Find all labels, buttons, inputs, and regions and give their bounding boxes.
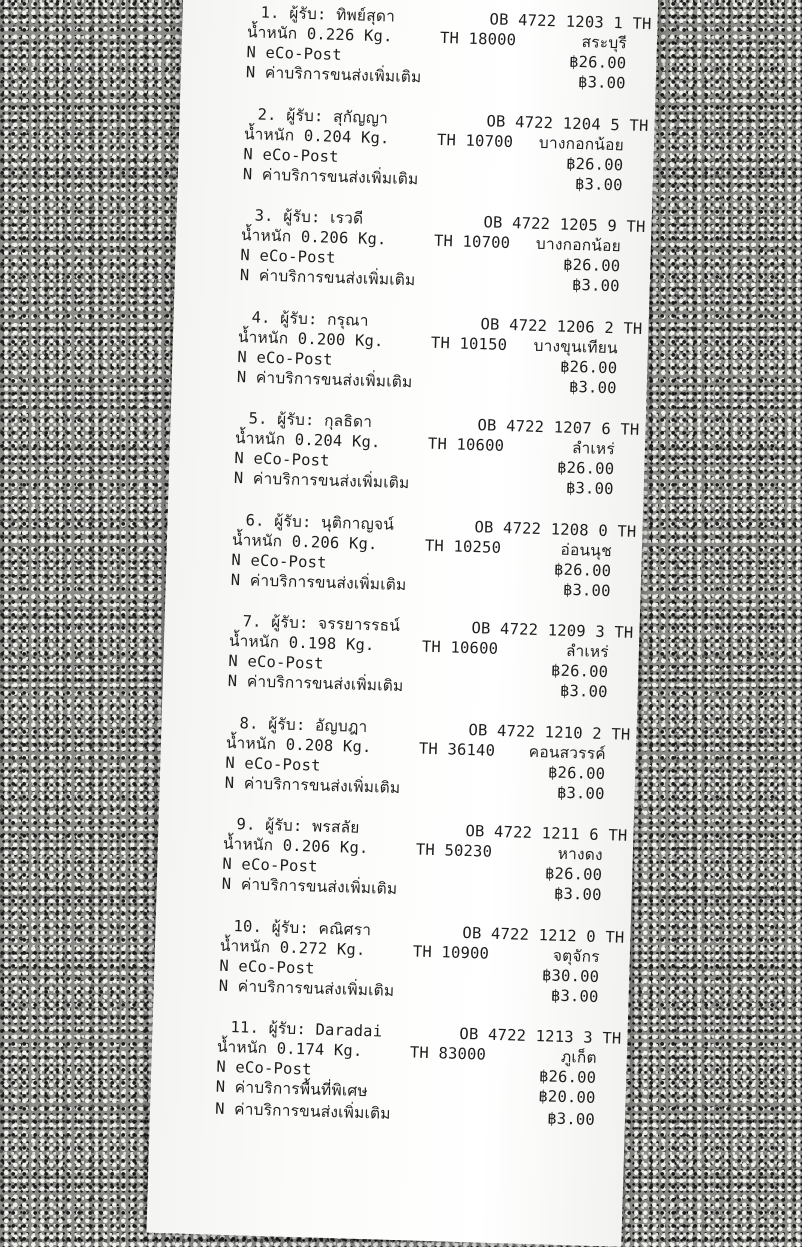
service-type: N eCo-Post xyxy=(246,43,343,64)
receipt-entry xyxy=(168,406,646,522)
tracking-number: OB 4722 1204 5 TH xyxy=(486,111,649,135)
recipient-name: 9. ผู้รับ: พรสลัย xyxy=(236,815,360,837)
service-price: ฿26.00 xyxy=(544,864,603,885)
extra-fee-amount: ฿3.00 xyxy=(559,681,608,702)
recipient-name: 4. ผู้รับ: กรุณา xyxy=(251,307,369,330)
service-type: N eCo-Post xyxy=(231,550,327,572)
service-type: N eCo-Post xyxy=(240,246,337,267)
extra-fee-amount: ฿3.00 xyxy=(568,377,617,397)
recipient-name: 3. ผู้รับ: เรวดี xyxy=(254,206,364,228)
extra-fee-amount: ฿3.00 xyxy=(574,174,623,194)
weight: น้ำหนัก 0.208 Kg. xyxy=(225,733,372,756)
weight: น้ำหนัก 0.204 Kg. xyxy=(234,428,381,452)
district: อ่อนนุช xyxy=(560,540,613,560)
postcode: TH 10700 xyxy=(433,231,511,253)
extra-fee-amount: ฿3.00 xyxy=(571,275,620,296)
extra-fee-amount: ฿3.00 xyxy=(556,783,605,803)
extra-fee-amount: ฿3.00 xyxy=(577,72,626,93)
recipient-name: 7. ผู้รับ: จรรยารรธน์ xyxy=(242,612,401,635)
extra-fee-amount: ฿3.00 xyxy=(562,580,611,600)
recipient-name: 6. ผู้รับ: นุติกาญจน์ xyxy=(245,510,395,534)
receipt-entry xyxy=(150,1015,628,1131)
service-price: ฿26.00 xyxy=(538,1067,597,1087)
service-price: ฿26.00 xyxy=(547,762,606,783)
extra-fee-amount: ฿3.00 xyxy=(553,884,602,905)
service-type: N eCo-Post xyxy=(225,753,321,775)
tracking-number: OB 4722 1206 2 TH xyxy=(480,314,643,338)
receipt-entry xyxy=(153,913,631,1029)
tracking-number: OB 4722 1207 6 TH xyxy=(477,416,640,439)
district: ลำเหร่ xyxy=(565,641,610,662)
recipient-name: 1. ผู้รับ: ทิพย์สุดา xyxy=(260,3,396,26)
recipient-name: 8. ผู้รับ: อัญบฎา xyxy=(239,713,368,736)
recipient-name: 10. ผู้รับ: คณิศรา xyxy=(233,916,372,939)
receipt-items xyxy=(150,0,658,1130)
special-area-fee-amount: ฿20.00 xyxy=(538,1087,596,1107)
special-area-fee-label: N ค่าบริการพื้นที่พิเศษ xyxy=(215,1077,369,1101)
receipt-entry xyxy=(180,0,658,116)
extra-fee-amount: ฿3.00 xyxy=(550,986,599,1006)
weight: น้ำหนัก 0.198 Kg. xyxy=(228,631,375,655)
receipt-entry xyxy=(159,710,637,826)
receipt-entry xyxy=(174,203,652,319)
recipient-name: 11. ผู้รับ: Daradai xyxy=(230,1018,383,1041)
extra-fee-amount: ฿3.00 xyxy=(565,478,614,499)
service-type: N eCo-Post xyxy=(243,144,340,166)
postcode: TH 18000 xyxy=(439,28,517,50)
tracking-number: OB 4722 1213 3 TH xyxy=(459,1024,622,1048)
service-price: ฿26.00 xyxy=(553,559,612,580)
weight: น้ำหนัก 0.206 Kg. xyxy=(222,834,369,858)
extra-fee-label: N ค่าบริการขนส่งเพิ่มเติม xyxy=(224,773,401,797)
extra-fee-amount: ฿3.00 xyxy=(547,1109,596,1129)
extra-fee-label: N ค่าบริการขนส่งเพิ่มเติม xyxy=(233,468,410,493)
receipt-entry xyxy=(177,102,655,218)
tracking-number: OB 4722 1211 6 TH xyxy=(465,821,628,845)
tracking-number: OB 4722 1212 0 TH xyxy=(462,923,625,947)
postcode: TH 10700 xyxy=(436,130,514,151)
postcode: TH 83000 xyxy=(409,1043,487,1064)
service-type: N eCo-Post xyxy=(219,956,315,978)
extra-fee-label: N ค่าบริการขนส่งเพิ่มเติม xyxy=(239,266,416,290)
weight: น้ำหนัก 0.206 Kg. xyxy=(231,530,378,553)
service-price: ฿26.00 xyxy=(565,154,624,174)
district: บางกอกน้อย xyxy=(535,234,622,256)
weight: น้ำหนัก 0.206 Kg. xyxy=(240,226,387,249)
extra-fee-label: N ค่าบริการขนส่งเพิ่มเติม xyxy=(230,570,407,594)
postcode: TH 10600 xyxy=(427,434,505,455)
postcode: TH 50230 xyxy=(415,840,493,861)
extra-fee-label: N ค่าบริการขนส่งเพิ่มเติม xyxy=(214,1099,391,1123)
extra-fee-label: N ค่าบริการขนส่งเพิ่มเติม xyxy=(236,367,413,391)
district: บางขุนเทียน xyxy=(533,336,619,357)
service-type: N eCo-Post xyxy=(228,651,324,673)
tracking-number: OB 4722 1203 1 TH xyxy=(489,10,652,34)
service-price: ฿26.00 xyxy=(562,255,621,276)
service-type: N eCo-Post xyxy=(237,347,334,369)
weight: น้ำหนัก 0.226 Kg. xyxy=(246,23,393,46)
service-price: ฿26.00 xyxy=(559,357,618,377)
receipt-entry xyxy=(165,507,643,623)
receipt-paper xyxy=(146,0,658,1247)
service-type: N eCo-Post xyxy=(234,448,330,470)
receipt-entry xyxy=(162,609,640,725)
weight: น้ำหนัก 0.174 Kg. xyxy=(216,1037,363,1061)
service-price: ฿26.00 xyxy=(550,661,609,682)
extra-fee-label: N ค่าบริการขนส่งเพิ่มเติม xyxy=(227,671,404,696)
service-price: ฿26.00 xyxy=(556,458,615,479)
extra-fee-label: N ค่าบริการขนส่งเพิ่มเติม xyxy=(242,164,419,188)
tracking-number: OB 4722 1205 9 TH xyxy=(483,213,646,237)
district: จตุจักร xyxy=(552,946,601,966)
district: คอนสวรรค์ xyxy=(528,742,607,763)
extra-fee-label: N ค่าบริการขนส่งเพิ่มเติม xyxy=(218,976,395,1000)
tracking-number: OB 4722 1209 3 TH xyxy=(471,619,634,642)
recipient-name: 5. ผู้รับ: กุลธิดา xyxy=(248,409,373,432)
district: บางกอกน้อย xyxy=(538,133,625,154)
receipt-entry xyxy=(171,305,649,421)
postcode: TH 36140 xyxy=(418,739,496,760)
postcode: TH 10600 xyxy=(421,637,499,658)
weight: น้ำหนัก 0.204 Kg. xyxy=(243,124,390,147)
postcode: TH 10900 xyxy=(412,941,490,963)
service-price: ฿30.00 xyxy=(541,965,600,986)
postcode: TH 10250 xyxy=(424,536,502,557)
tracking-number: OB 4722 1208 0 TH xyxy=(474,517,637,541)
postcode: TH 10150 xyxy=(430,333,508,354)
district: ลำเหร่ xyxy=(571,438,616,459)
service-type: N eCo-Post xyxy=(216,1057,312,1079)
recipient-name: 2. ผู้รับ: สุกัญญา xyxy=(257,104,389,127)
district: สระบุรี xyxy=(581,33,628,53)
district: ภูเก็ต xyxy=(560,1047,598,1067)
receipt-entry xyxy=(156,812,634,928)
service-type: N eCo-Post xyxy=(222,854,318,876)
tracking-number: OB 4722 1210 2 TH xyxy=(468,720,631,744)
extra-fee-label: N ค่าบริการขนส่งเพิ่มเติม xyxy=(245,63,422,87)
weight: น้ำหนัก 0.272 Kg. xyxy=(219,936,366,959)
extra-fee-label: N ค่าบริการขนส่งเพิ่มเติม xyxy=(221,874,398,898)
service-price: ฿26.00 xyxy=(568,52,627,73)
weight: น้ำหนัก 0.200 Kg. xyxy=(237,327,384,350)
district: หางดง xyxy=(557,844,604,865)
